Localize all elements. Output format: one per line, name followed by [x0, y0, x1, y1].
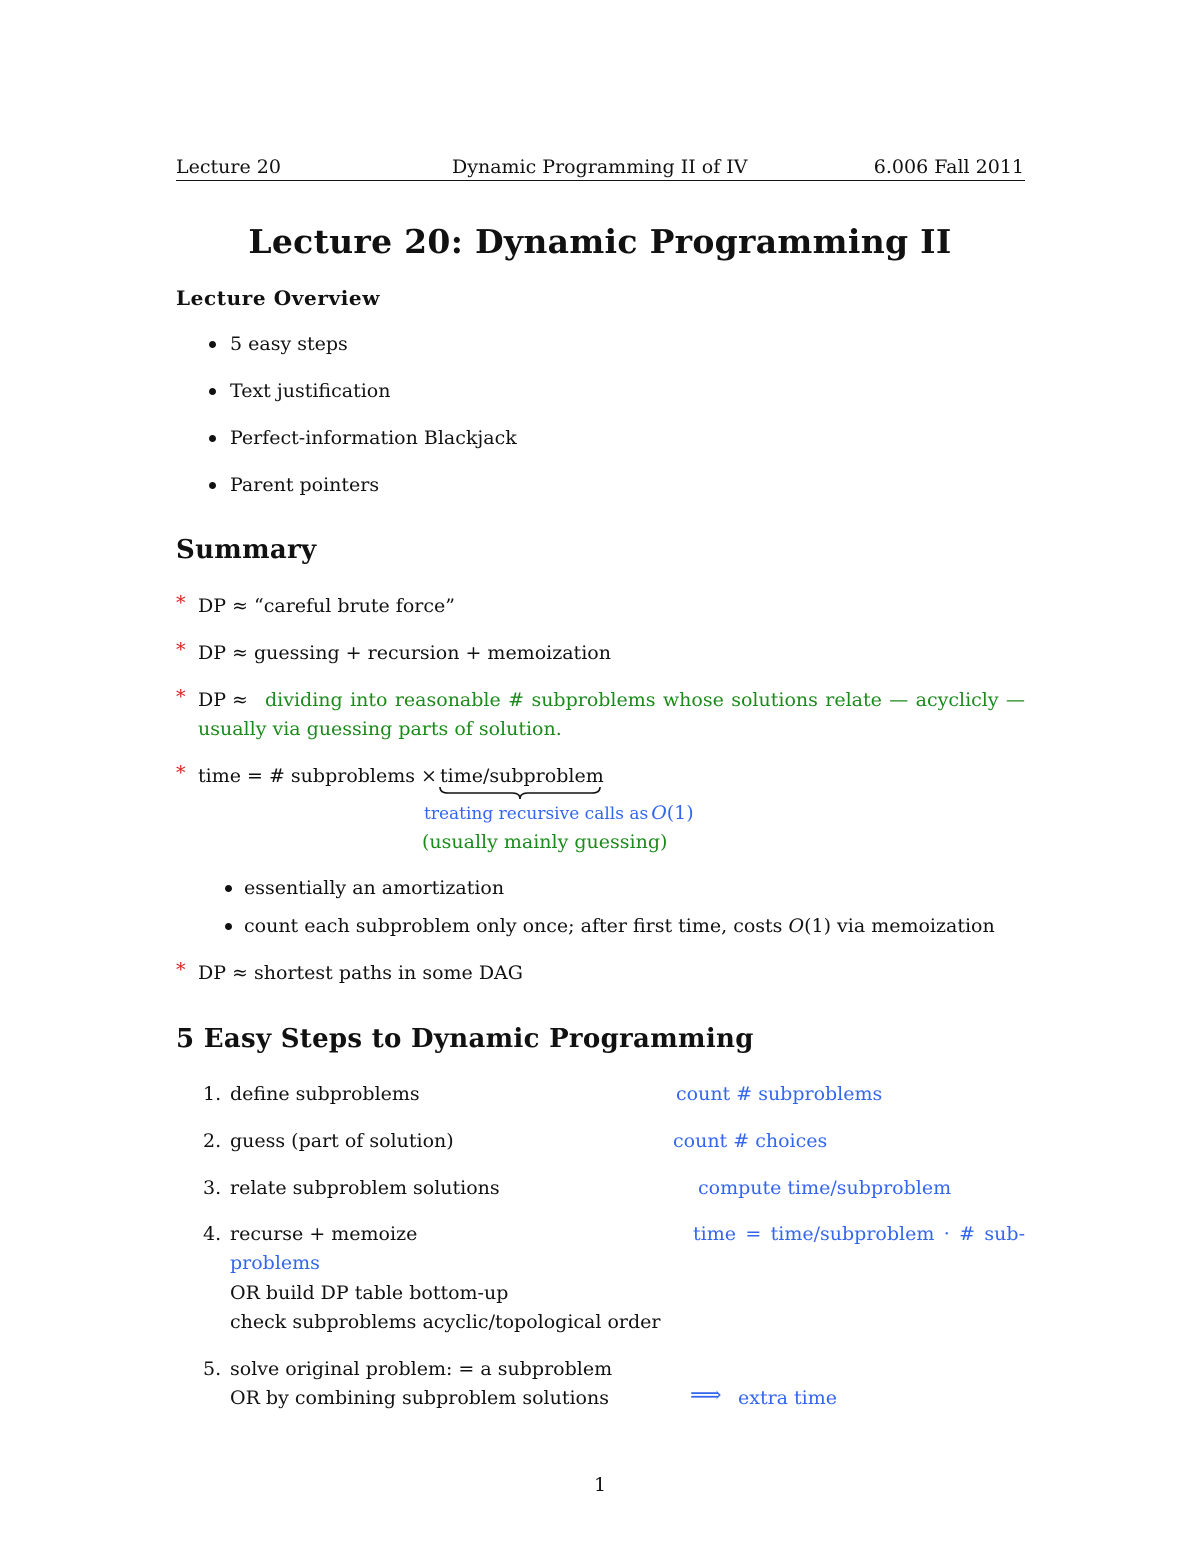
step-number: 2. [203, 1130, 222, 1152]
summary-heading: Summary [176, 535, 317, 565]
overview-item: Perfect-information Blackjack [230, 427, 517, 449]
page-number: 1 [593, 1474, 607, 1496]
summary-item-3-prefix: DP ≈ [198, 689, 248, 711]
summary-sub-2-o: O [788, 915, 805, 937]
header-right: 6.006 Fall 2011 [873, 156, 1024, 178]
step-number: 1. [203, 1083, 222, 1105]
step-1-note: count # subproblems [676, 1083, 883, 1105]
summary-sub-1: essentially an amortization [244, 877, 505, 899]
summary-item-4-prefix: time = # subproblems × [198, 765, 437, 787]
step-4-note: time = time/subproblem · # sub- [693, 1223, 1025, 1245]
step-2: guess (part of solution) [230, 1130, 454, 1152]
bullet-icon [209, 435, 216, 442]
overview-heading: Lecture Overview [176, 286, 381, 310]
header-rule [176, 180, 1025, 181]
overview-item: 5 easy steps [230, 333, 348, 355]
bullet-icon [209, 482, 216, 489]
bullet-icon [225, 885, 232, 892]
header-left: Lecture 20 [176, 156, 281, 178]
star-marker: * [176, 959, 186, 981]
star-marker: * [176, 686, 186, 708]
step-5-line-2: OR by combining subproblem solutions [230, 1387, 609, 1409]
brace-note-a: treating recursive calls as [424, 804, 649, 824]
step-4-line-3: check subproblems acyclic/topological order [230, 1311, 661, 1333]
star-marker: * [176, 592, 186, 614]
underbrace-icon [438, 786, 602, 800]
step-number: 5. [203, 1358, 222, 1380]
step-4-line-2: OR build DP table bottom-up [230, 1282, 509, 1304]
overview-item: Parent pointers [230, 474, 380, 496]
step-3-note: compute time/subproblem [698, 1177, 952, 1199]
summary-item-1: DP ≈ “careful brute force” [198, 595, 455, 617]
header-center: Dynamic Programming II of IV [452, 156, 748, 178]
step-4-note-cont: problems [230, 1252, 320, 1274]
step-2-note: count # choices [673, 1130, 828, 1152]
step-number: 3. [203, 1177, 222, 1199]
summary-sub-2 [244, 914, 995, 938]
brace-note-o: O [651, 802, 667, 824]
step-5-note: extra time [738, 1387, 838, 1409]
summary-sub-2-a: count each subproblem only once; after first time, costs [244, 915, 783, 937]
bullet-icon [225, 923, 232, 930]
summary-sub-2-c: (1) via memoization [804, 915, 995, 937]
page-title: Lecture 20: Dynamic Programming II [248, 222, 952, 261]
star-marker: * [176, 762, 186, 784]
summary-item-3-line2: usually via guessing parts of solution. [198, 718, 562, 740]
overview-item: Text justification [230, 380, 391, 402]
brace-note-2: (usually mainly guessing) [422, 831, 668, 853]
star-marker: * [176, 639, 186, 661]
summary-item-2: DP ≈ guessing + recursion + memoization [198, 642, 611, 664]
step-1: define subproblems [230, 1083, 420, 1105]
implies-arrow-icon: ⟹ [690, 1383, 722, 1408]
step-4: recurse + memoize [230, 1223, 418, 1245]
step-number: 4. [203, 1223, 222, 1245]
summary-item-4-term: time/subproblem [440, 765, 604, 787]
brace-note-1 [424, 802, 694, 825]
step-3: relate subproblem solutions [230, 1177, 500, 1199]
bullet-icon [209, 388, 216, 395]
steps-heading: 5 Easy Steps to Dynamic Programming [176, 1024, 754, 1054]
step-5: solve original problem: = a subproblem [230, 1358, 613, 1380]
bullet-icon [209, 341, 216, 348]
brace-note-c: (1) [666, 802, 694, 824]
summary-item-5: DP ≈ shortest paths in some DAG [198, 962, 523, 984]
summary-item-3-line1: dividing into reasonable # subproblems whose solutions relate — acyclicly — [265, 689, 1025, 711]
